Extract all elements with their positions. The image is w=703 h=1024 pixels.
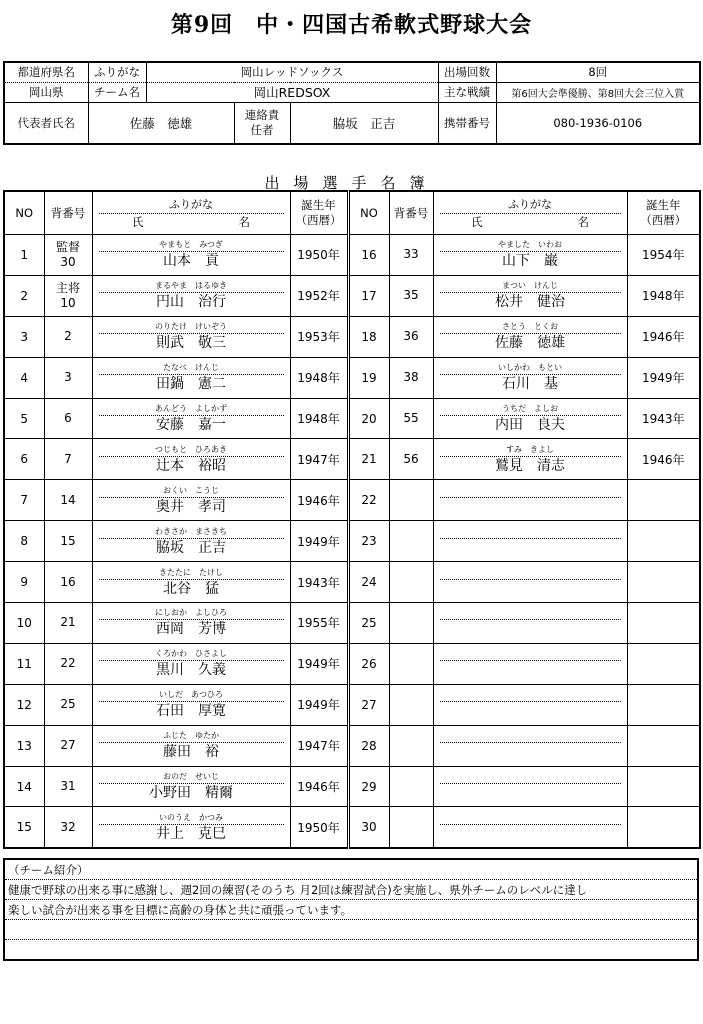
player-name: 山本 貢: [163, 253, 219, 270]
table-row: [4, 398, 700, 439]
player-birth-year: [627, 480, 700, 521]
player-birth-year: [627, 603, 700, 644]
player-name: 藤田 裕: [163, 744, 219, 761]
uniform-number: 55: [403, 411, 419, 425]
player-birth-year: 1947年: [290, 439, 348, 480]
player-name: 田鍋 憲二: [156, 376, 226, 393]
player-birth-year: 1949年: [627, 357, 700, 398]
player-name-cell: [92, 766, 290, 807]
player-no: 4: [4, 357, 44, 398]
player-furigana: [440, 607, 621, 620]
player-birth-year: 1947年: [290, 725, 348, 766]
player-name-cell: [92, 398, 290, 439]
table-row: [4, 725, 700, 766]
player-no: 5: [4, 398, 44, 439]
player-name-cell: [433, 439, 627, 480]
uniform-number: 56: [403, 451, 419, 466]
player-furigana: きたたに たけし: [99, 567, 284, 580]
intro-line: 健康で野球の出来る事に感謝し、週2回の練習(そのうち 月2回は練習試合)を実施し、県外チームのレベルに達し: [4, 880, 698, 900]
player-birth-year: [627, 766, 700, 807]
player-uniform-number: [44, 725, 92, 766]
player-uniform-number: [389, 643, 433, 684]
player-furigana: やまもと みつぎ: [99, 239, 284, 252]
team-furigana: 岡山レッドソックス: [146, 62, 438, 82]
roster-title: 出場選手名簿: [264, 174, 439, 192]
player-birth-year: 1948年: [290, 357, 348, 398]
player-birth-year: 1949年: [290, 684, 348, 725]
player-furigana: さとう とくお: [440, 321, 621, 334]
player-furigana: やました いわお: [440, 239, 621, 252]
player-uniform-number: [44, 684, 92, 725]
player-birth-year: 1950年: [290, 807, 348, 848]
player-name: 佐藤 徳雄: [495, 335, 565, 352]
player-birth-year: 1953年: [290, 316, 348, 357]
table-row: [4, 807, 700, 848]
record-value: 第6回大会準優勝、第8回大会三位入賞: [496, 82, 700, 102]
col-name-2: [433, 191, 627, 235]
record-label: 主な戦績: [438, 82, 496, 102]
player-uniform-number: [44, 439, 92, 480]
uniform-number: 6: [64, 411, 72, 425]
player-furigana: まつい けんじ: [440, 280, 621, 293]
uniform-number: 16: [60, 574, 76, 589]
player-no: 15: [4, 807, 44, 848]
player-name-cell: [433, 603, 627, 644]
player-name: [440, 580, 621, 598]
player-uniform-number: [389, 316, 433, 357]
player-uniform-number: [389, 521, 433, 562]
player-birth-year: 1954年: [627, 235, 700, 276]
table-row: [4, 235, 700, 276]
col-uniform: 背番号: [44, 191, 92, 235]
pref-value: 岡山県: [4, 82, 88, 102]
team-info-table: [3, 61, 701, 145]
player-no: 30: [348, 807, 389, 848]
player-no: 13: [4, 725, 44, 766]
col-birth-era-2: （西暦）: [640, 213, 687, 227]
player-furigana: のりたけ けいぞう: [99, 321, 284, 334]
player-birth-year: [627, 521, 700, 562]
player-name-cell: [92, 643, 290, 684]
player-birth-year: 1946年: [290, 480, 348, 521]
player-birth-year: 1946年: [627, 316, 700, 357]
uniform-number: 32: [60, 819, 76, 834]
intro-line: [4, 920, 698, 940]
player-furigana: あんどう よしかず: [99, 403, 284, 416]
col-birth-label: 誕生年: [301, 198, 336, 212]
player-name-cell: [433, 275, 627, 316]
col-furigana-label-2: ふりがな: [440, 196, 621, 214]
player-name-cell: [92, 439, 290, 480]
player-no: 19: [348, 357, 389, 398]
player-name-cell: [433, 766, 627, 807]
pref-label: 都道府県名: [4, 62, 88, 82]
col-birth-era: （西暦）: [295, 213, 342, 227]
col-name: [92, 191, 290, 235]
player-name: [440, 702, 621, 720]
player-name: 小野田 精爾: [149, 785, 233, 802]
player-name-cell: [433, 235, 627, 276]
table-row: [4, 766, 700, 807]
player-furigana: [440, 485, 621, 498]
player-name: [440, 661, 621, 679]
player-name: 石田 厚寛: [156, 703, 226, 720]
player-no: 3: [4, 316, 44, 357]
player-no: 1: [4, 235, 44, 276]
player-no: 18: [348, 316, 389, 357]
player-name-cell: [433, 316, 627, 357]
table-row: [4, 643, 700, 684]
uniform-number: 35: [403, 288, 419, 303]
table-row: [4, 603, 700, 644]
player-uniform-number: [389, 562, 433, 603]
uniform-number: 10: [60, 295, 76, 310]
player-name-cell: [433, 521, 627, 562]
table-row: [4, 275, 700, 316]
team-name-label: チーム名: [88, 82, 146, 102]
player-no: 20: [348, 398, 389, 439]
player-furigana: いしだ あつひろ: [99, 689, 284, 702]
player-name: 西岡 芳博: [156, 621, 226, 638]
roster-table: [3, 190, 701, 849]
player-furigana: いのうえ かつみ: [99, 812, 284, 825]
uniform-number: 36: [403, 329, 419, 344]
player-birth-year: [627, 562, 700, 603]
player-name: 井上 克巳: [156, 825, 226, 842]
uniform-number: 33: [403, 247, 419, 262]
player-name: 石川 基: [502, 376, 558, 393]
player-uniform-number: [44, 807, 92, 848]
player-name: 黒川 久義: [156, 662, 226, 679]
team-name: 岡山REDSOX: [146, 82, 438, 102]
player-name-cell: [433, 807, 627, 848]
player-furigana: [440, 771, 621, 784]
player-furigana: [440, 526, 621, 539]
player-birth-year: [627, 807, 700, 848]
intro-line: 楽しい試合が出来る事を目標に高齢の身体と共に頑張っています。: [4, 900, 698, 920]
player-uniform-number: [389, 603, 433, 644]
player-name: 安藤 嘉一: [156, 417, 226, 433]
player-furigana: いしかわ もとい: [440, 362, 621, 375]
player-name-cell: [433, 643, 627, 684]
player-furigana: にしおか よしひろ: [99, 607, 284, 620]
contact-label: 連絡責任者: [234, 102, 290, 144]
player-furigana: すみ きよし: [440, 444, 621, 457]
player-uniform-number: [389, 807, 433, 848]
col-furigana-label: ふりがな: [99, 196, 284, 214]
uniform-number: 31: [60, 779, 76, 794]
col-no: NO: [4, 191, 44, 235]
phone-label: 携帯番号: [438, 102, 496, 144]
player-no: 26: [348, 643, 389, 684]
player-furigana: まるやま はるゆき: [99, 280, 284, 293]
uniform-number: 21: [60, 615, 76, 630]
col-name-label-2: 氏 名: [471, 214, 613, 229]
player-furigana: おくい こうじ: [99, 485, 284, 498]
player-name: 鷲見 清志: [495, 457, 565, 474]
player-furigana: くろかわ ひさよし: [99, 648, 284, 661]
player-name: 内田 良夫: [495, 417, 565, 433]
player-name-cell: [433, 562, 627, 603]
player-uniform-number: [44, 316, 92, 357]
player-uniform-number: [44, 398, 92, 439]
col-birth: [290, 191, 348, 235]
player-no: 17: [348, 275, 389, 316]
player-uniform-number: [389, 398, 433, 439]
player-name: 脇坂 正吉: [156, 539, 226, 556]
uniform-number: 15: [60, 533, 76, 548]
player-name-cell: [433, 357, 627, 398]
player-birth-year: 1943年: [627, 398, 700, 439]
player-name: 円山 治行: [156, 294, 226, 311]
player-furigana: つじもと ひろあき: [99, 444, 284, 457]
intro-line: [4, 940, 698, 961]
player-birth-year: [627, 684, 700, 725]
player-furigana: おのだ せいじ: [99, 771, 284, 784]
player-no: 2: [4, 275, 44, 316]
player-name-cell: [92, 807, 290, 848]
player-uniform-number: [389, 766, 433, 807]
uniform-number: 3: [64, 370, 72, 385]
player-no: 27: [348, 684, 389, 725]
player-uniform-number: [389, 725, 433, 766]
player-uniform-number: [44, 521, 92, 562]
table-row: [4, 480, 700, 521]
player-name: [440, 784, 621, 802]
player-uniform-number: [389, 357, 433, 398]
player-name-cell: [92, 725, 290, 766]
player-name-cell: [433, 480, 627, 521]
player-no: 11: [4, 643, 44, 684]
player-uniform-number: [44, 235, 92, 276]
player-birth-year: 1949年: [290, 521, 348, 562]
rep-name: 佐藤 徳雄: [88, 102, 234, 144]
player-furigana: たなべ けんじ: [99, 362, 284, 375]
player-furigana: わきさか まさきち: [99, 526, 284, 539]
player-no: 8: [4, 521, 44, 562]
player-birth-year: 1952年: [290, 275, 348, 316]
col-uniform-2: 背番号: [389, 191, 433, 235]
player-name: [440, 620, 621, 638]
player-no: 16: [348, 235, 389, 276]
team-intro-box: [3, 858, 699, 961]
player-no: 29: [348, 766, 389, 807]
player-uniform-number: [389, 480, 433, 521]
player-furigana: [440, 730, 621, 743]
uniform-number: 22: [60, 656, 76, 671]
player-role: 主将: [55, 280, 80, 295]
player-role: 監督: [55, 239, 80, 254]
table-row: [4, 562, 700, 603]
col-name-label: 氏 名: [132, 214, 274, 229]
player-name-cell: [92, 357, 290, 398]
uniform-number: 7: [64, 451, 72, 466]
player-birth-year: 1948年: [290, 398, 348, 439]
player-name-cell: [92, 316, 290, 357]
furigana-label: ふりがな: [88, 62, 146, 82]
appearances-label: 出場回数: [438, 62, 496, 82]
player-name: 奥井 孝司: [156, 498, 226, 515]
player-no: 23: [348, 521, 389, 562]
player-name: 北谷 猛: [163, 580, 219, 597]
player-no: 12: [4, 684, 44, 725]
player-furigana: [440, 812, 621, 825]
player-name: [440, 539, 621, 557]
uniform-number: 27: [60, 738, 76, 753]
uniform-number: 2: [64, 329, 72, 344]
player-birth-year: 1955年: [290, 603, 348, 644]
player-furigana: うちだ よしお: [440, 403, 621, 416]
table-row: [4, 316, 700, 357]
uniform-number: 25: [60, 697, 76, 712]
player-name-cell: [92, 235, 290, 276]
player-uniform-number: [44, 480, 92, 521]
player-uniform-number: [44, 643, 92, 684]
player-furigana: [440, 567, 621, 580]
player-birth-year: [627, 725, 700, 766]
player-furigana: [440, 648, 621, 661]
player-uniform-number: [44, 562, 92, 603]
col-birth-2: [627, 191, 700, 235]
player-name: 山下 巌: [502, 253, 558, 270]
uniform-number: 38: [403, 370, 419, 385]
player-birth-year: 1946年: [627, 439, 700, 480]
player-no: 10: [4, 603, 44, 644]
uniform-number: 14: [60, 492, 76, 507]
table-row: [4, 357, 700, 398]
player-name-cell: [92, 684, 290, 725]
page-title: 第9回 中・四国古希軟式野球大会: [170, 12, 533, 38]
player-uniform-number: [389, 275, 433, 316]
player-birth-year: 1949年: [290, 643, 348, 684]
player-no: 28: [348, 725, 389, 766]
player-name-cell: [92, 562, 290, 603]
player-name: [440, 743, 621, 761]
player-no: 9: [4, 562, 44, 603]
player-name-cell: [92, 275, 290, 316]
intro-label: （チーム紹介）: [4, 859, 698, 880]
table-row: [4, 439, 700, 480]
phone-value: 080-1936-0106: [496, 102, 700, 144]
uniform-number: 30: [60, 254, 76, 269]
player-furigana: [440, 689, 621, 702]
player-name-cell: [433, 684, 627, 725]
contact-name: 脇坂 正吉: [290, 102, 438, 144]
col-birth-label-2: 誕生年: [646, 198, 681, 212]
player-name: 辻本 裕昭: [156, 457, 226, 474]
player-no: 14: [4, 766, 44, 807]
player-no: 25: [348, 603, 389, 644]
player-birth-year: 1948年: [627, 275, 700, 316]
player-uniform-number: [389, 235, 433, 276]
table-row: [4, 521, 700, 562]
player-name-cell: [92, 603, 290, 644]
table-row: [4, 684, 700, 725]
rep-label: 代表者氏名: [4, 102, 88, 144]
player-uniform-number: [44, 603, 92, 644]
player-uniform-number: [44, 766, 92, 807]
player-furigana: ふじた ゆたか: [99, 730, 284, 743]
player-uniform-number: [44, 275, 92, 316]
player-name-cell: [92, 480, 290, 521]
player-name: 松井 健治: [495, 294, 565, 311]
player-name: 則武 敬三: [156, 335, 226, 352]
player-name-cell: [92, 521, 290, 562]
player-birth-year: 1946年: [290, 766, 348, 807]
player-no: 21: [348, 439, 389, 480]
player-birth-year: [627, 643, 700, 684]
player-no: 24: [348, 562, 389, 603]
player-name-cell: [433, 398, 627, 439]
player-uniform-number: [44, 357, 92, 398]
player-no: 6: [4, 439, 44, 480]
player-no: 7: [4, 480, 44, 521]
player-name: [440, 498, 621, 516]
player-uniform-number: [389, 684, 433, 725]
player-birth-year: 1950年: [290, 235, 348, 276]
player-name-cell: [433, 725, 627, 766]
player-uniform-number: [389, 439, 433, 480]
appearances-value: 8回: [496, 62, 700, 82]
player-no: 22: [348, 480, 389, 521]
player-name: [440, 825, 621, 843]
col-no-2: NO: [348, 191, 389, 235]
player-birth-year: 1943年: [290, 562, 348, 603]
